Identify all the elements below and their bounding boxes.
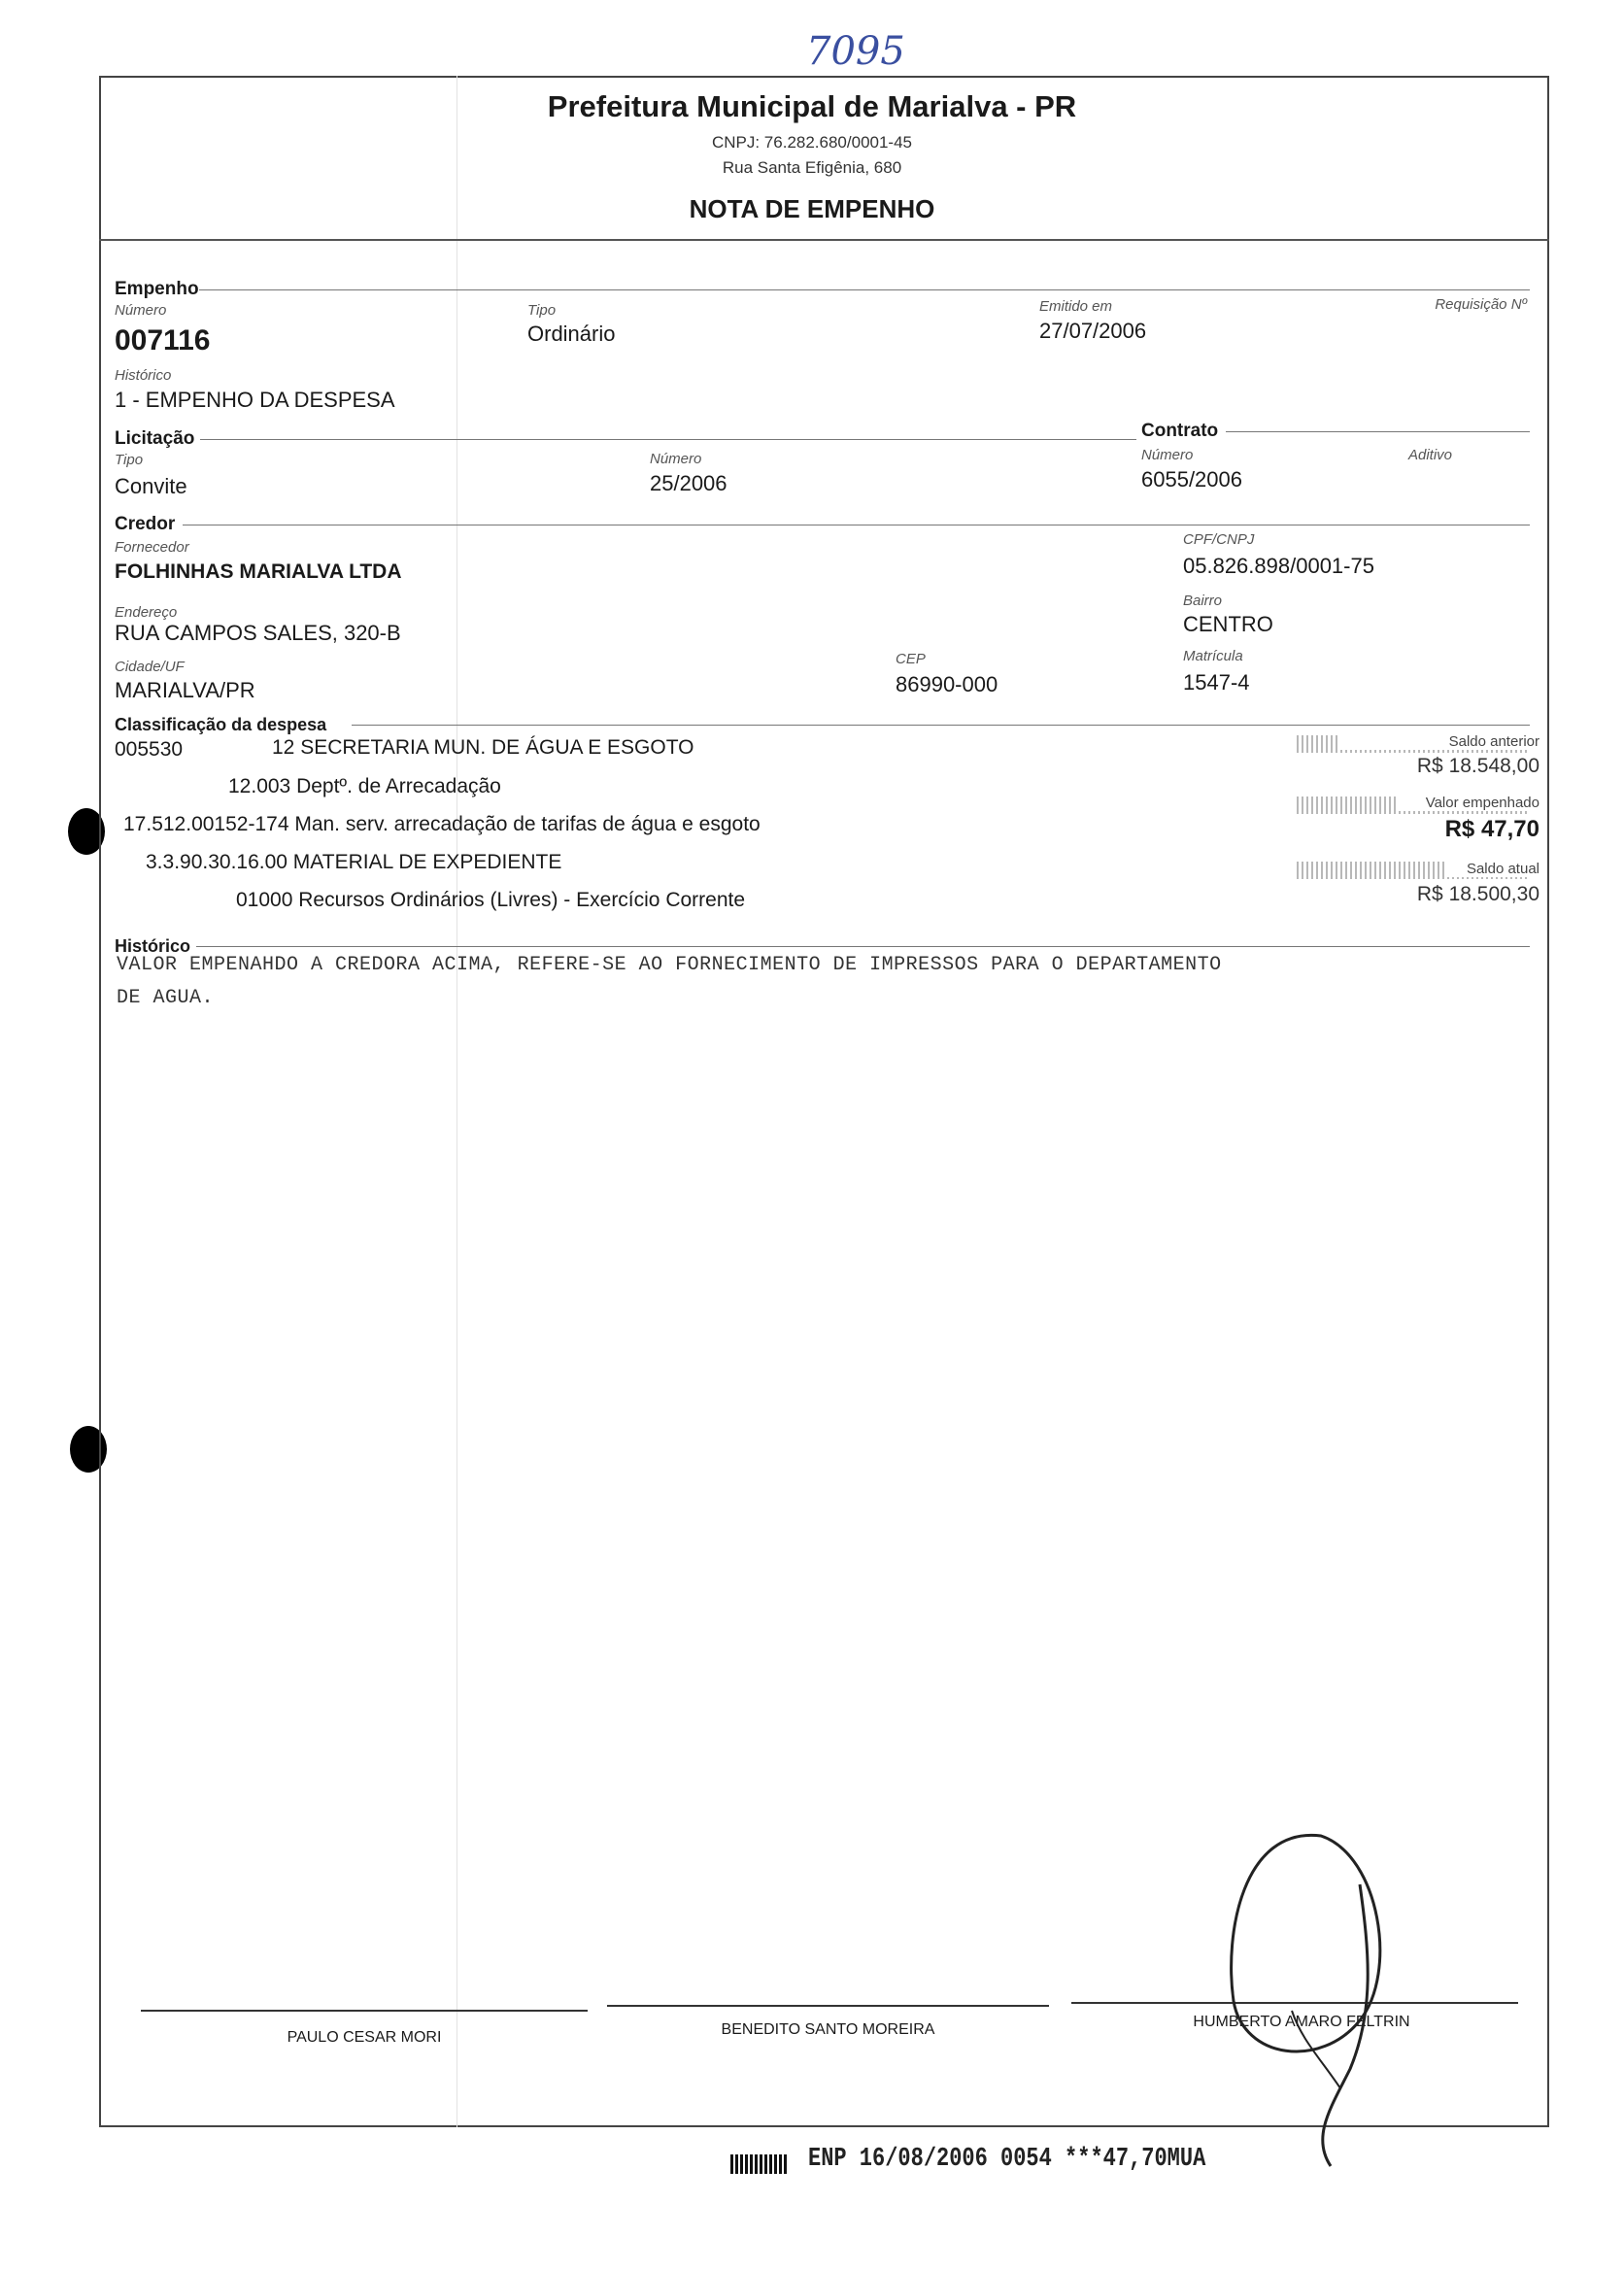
- aditivo-label: Aditivo: [1408, 447, 1453, 463]
- protocol-stamp: ENP 16/08/2006 0054 ***47,70MUA: [808, 2144, 1206, 2174]
- empenho-tipo: Ordinário: [527, 322, 616, 346]
- signature-line-1: [141, 2010, 588, 2012]
- classificacao-section-label: Classificação da despesa: [115, 715, 327, 734]
- classificacao-unidade: 12.003 Deptº. de Arrecadação: [228, 775, 501, 797]
- endereco-value: RUA CAMPOS SALES, 320-B: [115, 621, 401, 645]
- historico-line-1: VALOR EMPENAHDO A CREDORA ACIMA, REFERE-SE AO FORNECIMENTO DE IMPRESSOS PARA O DEPARTAMENTO: [117, 954, 1222, 976]
- empenho-numero-label: Número: [115, 302, 167, 319]
- classificacao-orgao: 12 SECRETARIA MUN. DE ÁGUA E ESGOTO: [272, 736, 694, 759]
- handwritten-signature: [1204, 1816, 1428, 2186]
- historico-rule: [196, 946, 1530, 947]
- municipality-title: Prefeitura Municipal de Marialva - PR: [547, 89, 1077, 123]
- fornecedor-name: FOLHINHAS MARIALVA LTDA: [115, 560, 402, 583]
- document-title: NOTA DE EMPENHO: [689, 194, 935, 223]
- empenho-rule: [199, 289, 1530, 290]
- contrato-numero: 6055/2006: [1141, 467, 1242, 491]
- cep-label: CEP: [896, 651, 926, 667]
- matricula-label: Matrícula: [1183, 648, 1243, 664]
- handwritten-number: 7095: [806, 29, 905, 74]
- saldo-anterior-value: R$ 18.548,00: [1416, 755, 1539, 777]
- classificacao-rule: [352, 725, 1530, 726]
- cpf-label: CPF/CNPJ: [1183, 531, 1255, 548]
- cidade-value: MARIALVA/PR: [115, 678, 255, 702]
- licitacao-section-label: Licitação: [115, 428, 195, 449]
- cnpj-line: CNPJ: 76.282.680/0001-45: [711, 133, 913, 152]
- licitacao-tipo-label: Tipo: [115, 452, 144, 468]
- classificacao-recurso: 01000 Recursos Ordinários (Livres) - Exercício Corrente: [236, 889, 746, 911]
- credor-section-label: Credor: [115, 514, 176, 534]
- signatory-3: HUMBERTO AMARO FELTRIN: [1193, 2014, 1410, 2030]
- signatory-2: BENEDITO SANTO MOREIRA: [721, 2021, 935, 2038]
- matricula-value: 1547-4: [1183, 670, 1250, 695]
- historico-section-label: Histórico: [115, 936, 191, 956]
- valor-empenhado-value: R$ 47,70: [1444, 816, 1539, 842]
- empenho-historico: 1 - EMPENHO DA DESPESA: [115, 388, 395, 412]
- fornecedor-label: Fornecedor: [115, 539, 189, 556]
- signature-line-2: [607, 2005, 1049, 2007]
- emitido-date: 27/07/2006: [1039, 319, 1147, 343]
- bairro-label: Bairro: [1183, 593, 1223, 609]
- signatory-1: PAULO CESAR MORI: [287, 2029, 442, 2046]
- empenho-numero: 007116: [115, 324, 211, 356]
- contrato-numero-label: Número: [1141, 447, 1194, 463]
- licitacao-tipo: Convite: [115, 474, 187, 498]
- header-divider: [99, 239, 1549, 241]
- historico-label: Histórico: [115, 367, 172, 384]
- bairro-value: CENTRO: [1183, 612, 1273, 636]
- empenho-tipo-label: Tipo: [527, 302, 557, 319]
- cidade-label: Cidade/UF: [115, 659, 185, 675]
- licitacao-rule: [200, 439, 1136, 440]
- licitacao-numero: 25/2006: [650, 471, 727, 495]
- endereco-label: Endereço: [115, 604, 178, 621]
- barcode-mark: [730, 2154, 789, 2174]
- historico-line-2: DE AGUA.: [117, 987, 215, 1009]
- classificacao-elemento: 3.3.90.30.16.00 MATERIAL DE EXPEDIENTE: [146, 851, 562, 873]
- saldo-anterior-label: Saldo anterior: [1340, 733, 1539, 750]
- classificacao-funcional: 17.512.00152-174 Man. serv. arrecadação de tarifas de água e esgoto: [123, 813, 761, 835]
- cep-value: 86990-000: [896, 672, 998, 696]
- emitido-label: Emitido em: [1039, 298, 1113, 315]
- valor-empenhado-label: Valor empenhado: [1399, 795, 1539, 811]
- empenho-section-label: Empenho: [115, 279, 199, 299]
- saldo-atual-label: Saldo atual: [1447, 861, 1539, 877]
- saldo-atual-value: R$ 18.500,30: [1416, 883, 1539, 905]
- classificacao-code: 005530: [115, 738, 184, 761]
- address-line: Rua Santa Efigênia, 680: [722, 158, 902, 177]
- cpf-value: 05.826.898/0001-75: [1183, 554, 1374, 578]
- contrato-rule: [1226, 431, 1530, 432]
- licitacao-numero-label: Número: [650, 451, 702, 467]
- requisicao-label: Requisição Nº: [1435, 296, 1527, 313]
- contrato-section-label: Contrato: [1141, 421, 1219, 441]
